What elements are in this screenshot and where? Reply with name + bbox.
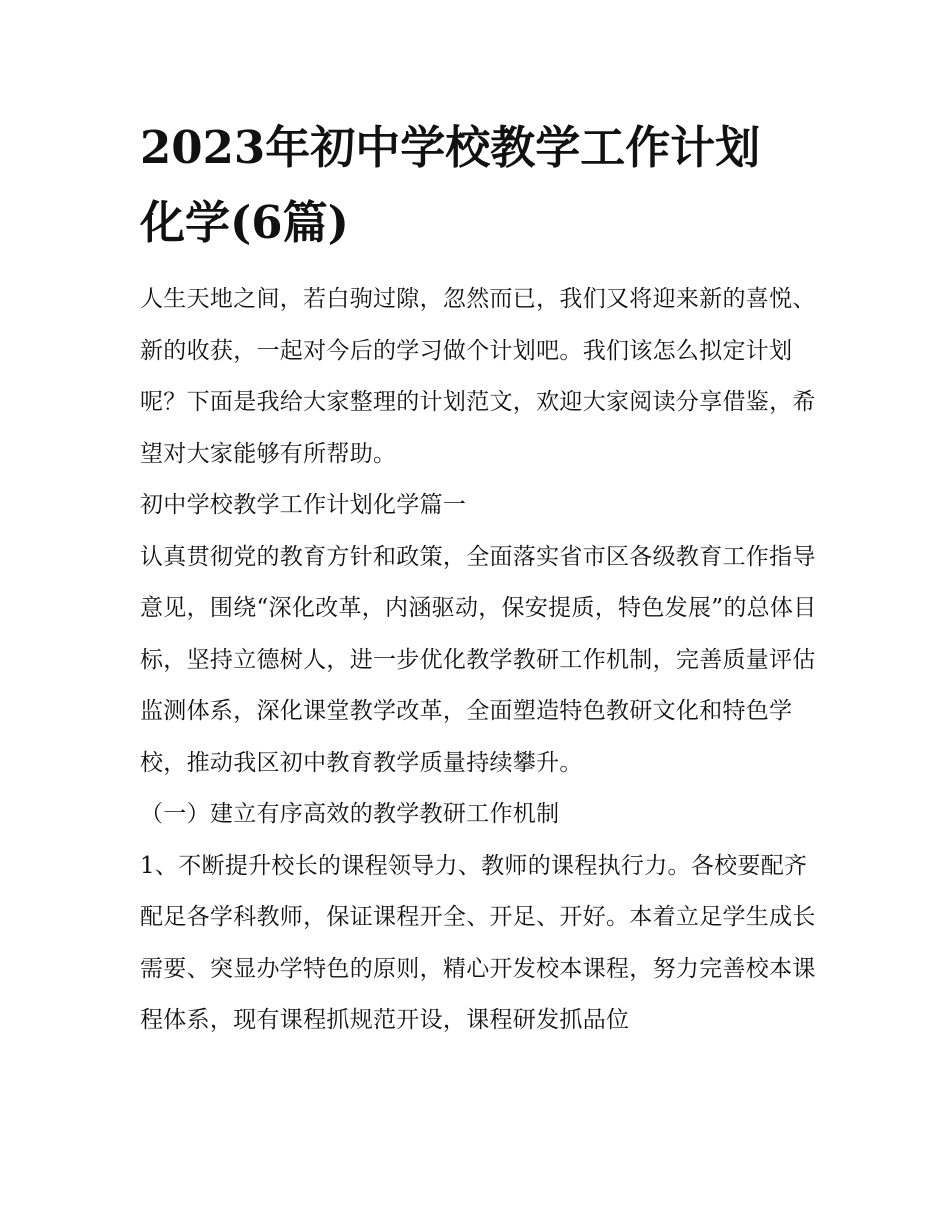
body-paragraph-numbered: 1、不断提升校长的课程领导力、教师的课程执行力。各校要配齐配足各学科教师，保证课程开全、开足、开好。本着立足学生成长需要、突显办学特色的原则，精心开发校本课程，努力完善校本课程体系，现有课程抓规范开设，课程研发抓品位 xyxy=(140,852,816,1033)
intro-paragraph: 人生天地之间，若白驹过隙，忽然而已，我们又将迎来新的喜悦、新的收获，一起对今后的学习做个计划吧。我们该怎么拟定计划呢？下面是我给大家整理的计划范文，欢迎大家阅读分享借鉴，希望对大家能够有所帮助。 xyxy=(140,286,816,467)
document-title-line1: 2023年初中学校教学工作计划 xyxy=(140,121,761,174)
document-title-line2: 化学(6篇) xyxy=(140,196,349,249)
body-paragraph: 认真贯彻党的教育方针和政策，全面落实省市区各级教育工作指导意见，围绕“深化改革，内涵驱动，保安提质，特色发展”的总体目标，坚持立德树人，进一步优化教学教研工作机制，完善质量评估监测体系，深化课堂教学改革，全面塑造特色教研文化和特色学校，推动我区初中教育教学质量持续攀升。 xyxy=(140,543,817,776)
section-heading: 初中学校教学工作计划化学篇一 xyxy=(140,492,467,518)
document-page xyxy=(140,110,820,1047)
document-title xyxy=(140,110,820,260)
subsection-heading: （一）建立有序高效的教学教研工作机制 xyxy=(140,801,560,827)
